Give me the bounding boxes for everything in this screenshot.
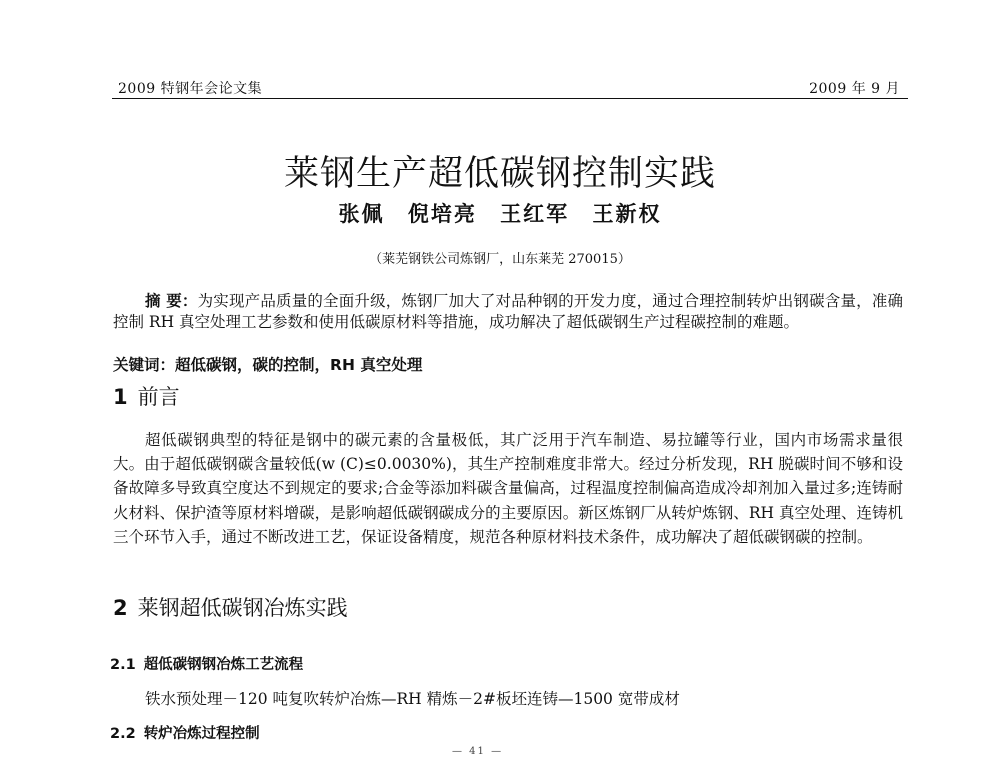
paper-affiliation: （莱芜钢铁公司炼钢厂，山东莱芜 270015） bbox=[369, 252, 631, 267]
keywords-label: 关键词： bbox=[113, 356, 176, 374]
header-date: 2009 年 9 月 bbox=[809, 81, 900, 97]
keywords-text: 超低碳钢，碳的控制，RH 真空处理 bbox=[175, 356, 423, 374]
subsection-heading-converter-control bbox=[110, 722, 260, 743]
subsection-number: 2.2 bbox=[110, 726, 136, 742]
abstract-label: 摘 要： bbox=[145, 292, 198, 310]
header-rule bbox=[112, 98, 908, 99]
abstract bbox=[113, 291, 903, 333]
paper-title: 莱钢生产超低碳钢控制实践 bbox=[283, 154, 716, 194]
header-proceedings-name: 2009 特钢年会论文集 bbox=[118, 81, 263, 97]
section-title: 前言 bbox=[137, 385, 180, 409]
running-header bbox=[112, 78, 908, 100]
introduction-paragraph: 超低碳钢典型的特征是钢中的碳元素的含量极低，其广泛用于汽车制造、易拉罐等行业，国内市场需求量很大。由于超低碳钢碳含量较低(w (C)≤0.0030%)，其生产控制难度非常大。经过分析发现，RH 脱碳时间不够和设备故障多导致真空度达不到规定的要求;合金等添加料碳含量偏高，过程温度控制偏高造成冷却剂加入量过多;连铸耐火材料、保护渣等原材料增碳，是影响超低碳钢碳成分的主要原因。新区炼钢厂从转炉炼钢、RH 真空处理、连铸机三个环节入手，通过不断改进工艺，保证设备精度，规范各种原材料技术条件，成功解决了超低碳钢碳的控制。 bbox=[113, 431, 903, 546]
process-flow-text: 铁水预处理－120 吨复吹转炉冶炼—RH 精炼－2#板坯连铸—1500 宽带成材 bbox=[145, 690, 680, 708]
abstract-text: 为实现产品质量的全面升级，炼钢厂加大了对品种钢的开发力度，通过合理控制转炉出钢碳含量，准确控制 RH 真空处理工艺参数和使用低碳原材料等措施，成功解决了超低碳钢生产过程碳控制的难题。 bbox=[113, 292, 903, 331]
page-number-fragment: — 41 — bbox=[452, 746, 504, 757]
section-number: 1 bbox=[113, 385, 128, 409]
section-heading-introduction bbox=[113, 381, 180, 411]
section-title: 莱钢超低碳钢冶炼实践 bbox=[137, 596, 348, 620]
subsection-heading-process-flow bbox=[110, 653, 303, 674]
keywords bbox=[113, 355, 903, 376]
subsection-title: 超低碳钢钢冶炼工艺流程 bbox=[143, 657, 304, 673]
section-heading-practice bbox=[113, 592, 348, 622]
subsection-number: 2.1 bbox=[110, 657, 136, 673]
paper-authors: 张佩 倪培亮 王红军 王新权 bbox=[338, 201, 662, 226]
subsection-title: 转炉冶炼过程控制 bbox=[143, 726, 260, 742]
section-number: 2 bbox=[113, 596, 128, 620]
